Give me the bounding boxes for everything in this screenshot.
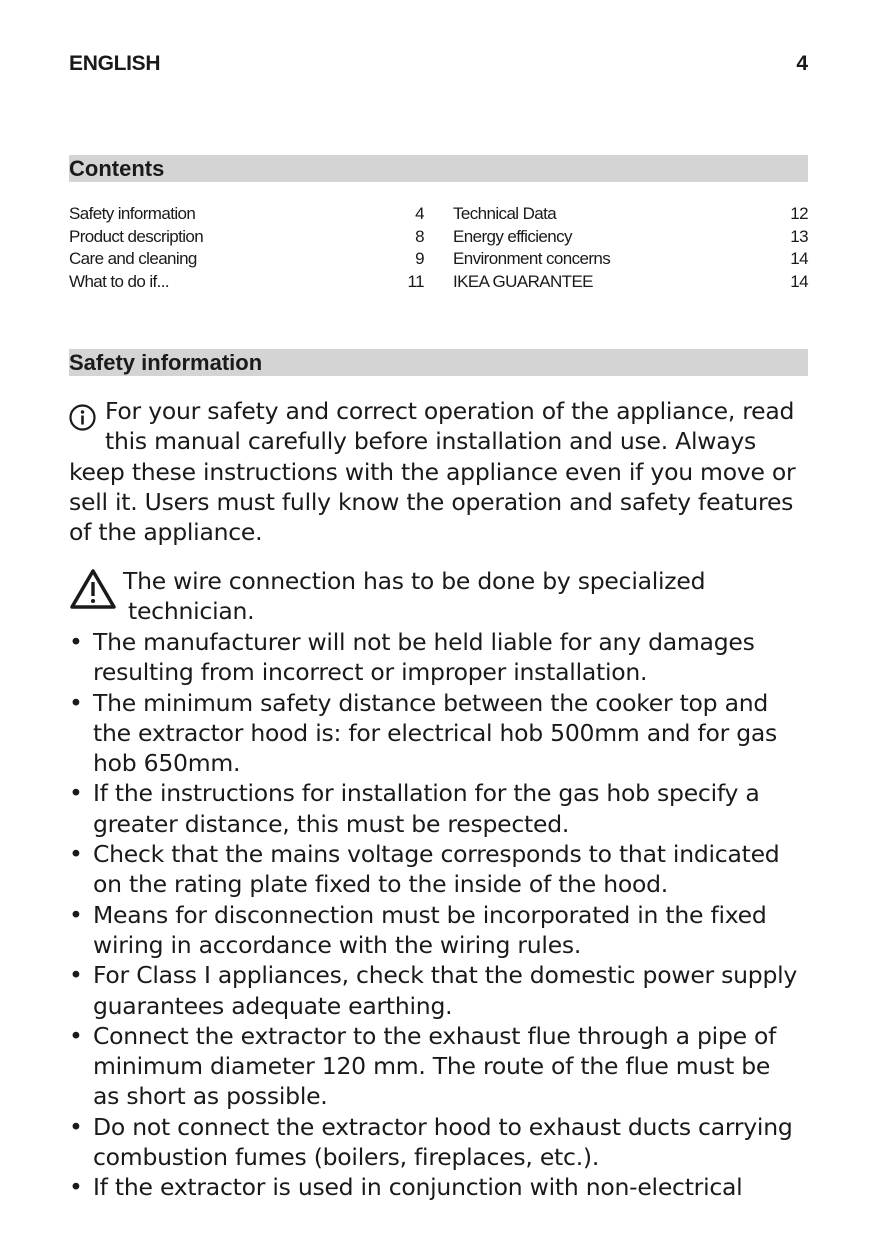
bullet-line: Do not connect the extractor hood to exhaust ducts carrying (93, 1112, 793, 1141)
toc-entry-page: 14 (790, 249, 808, 268)
bullet-line: Check that the mains voltage corresponds to that indicated (93, 840, 780, 869)
toc-entry-page: 14 (790, 271, 808, 291)
bullet-symbol: • (69, 779, 83, 808)
info-line: this manual carefully before installation and use. Always (105, 427, 757, 456)
bullet-line: Connect the extractor to the exhaust flue through a pipe of (93, 1021, 777, 1050)
list-item (69, 688, 808, 779)
warning-line: technician. (128, 597, 255, 626)
toc-entry[interactable] (69, 203, 424, 226)
toc-entry-label: Care and cleaning (69, 249, 197, 268)
toc-entry[interactable] (69, 271, 424, 294)
bullet-line: the extractor hood is: for electrical hob 500mm and for gas (93, 718, 778, 747)
bullet-line: guarantees adequate earthing. (93, 991, 453, 1020)
bullet-line: The manufacturer will not be held liable for any damages (93, 628, 755, 656)
list-item (69, 1172, 808, 1202)
list-item (69, 1112, 808, 1173)
bullet-symbol: • (69, 1112, 83, 1141)
toc-entry-label: Product description (69, 226, 204, 246)
bullet-line: wiring in accordance with the wiring rules. (93, 930, 582, 959)
bullet-symbol: • (69, 840, 83, 869)
warning-line: The wire connection has to be done by specialized (123, 567, 706, 595)
bullet-line: For Class I appliances, check that the domestic power supply (93, 961, 798, 990)
toc-entry-page: 13 (790, 226, 808, 246)
toc-entry-label: Environment concerns (453, 249, 611, 268)
info-line: sell it. Users must fully know the operation and safety features (69, 487, 794, 516)
warning-paragraph (69, 566, 808, 627)
toc-entry-page: 4 (415, 204, 424, 223)
header-language: ENGLISH (69, 52, 161, 75)
bullet-line: If the instructions for installation for the gas hob specify a (93, 779, 760, 808)
warning-triangle-icon (69, 568, 117, 610)
toc-column-right (453, 203, 808, 293)
bullet-line: Means for disconnection must be incorporated in the fixed (93, 900, 767, 929)
toc-entry-page: 9 (415, 249, 424, 268)
toc-entry-page: 8 (415, 226, 424, 246)
info-icon (69, 404, 96, 431)
toc-entry[interactable] (453, 226, 808, 249)
bullet-line: as short as possible. (93, 1082, 328, 1111)
bullet-line: minimum diameter 120 mm. The route of the flue must be (93, 1052, 771, 1081)
toc-entry-label: IKEA GUARANTEE (453, 271, 593, 291)
contents-heading: Contents (69, 155, 808, 182)
bullet-symbol: • (69, 900, 83, 929)
bullet-line: on the rating plate fixed to the inside of the hood. (93, 870, 669, 899)
toc-entry[interactable] (453, 203, 808, 226)
toc-entry[interactable] (69, 248, 424, 271)
toc-entry-label: Technical Data (453, 204, 557, 223)
list-item (69, 900, 808, 961)
toc-entry[interactable] (453, 248, 808, 271)
toc-entry[interactable] (69, 226, 424, 249)
info-line: For your safety and correct operation of the appliance, read (105, 397, 795, 425)
toc-entry[interactable] (453, 271, 808, 294)
bullet-symbol: • (69, 961, 83, 990)
toc-entry-page: 12 (790, 204, 808, 223)
info-paragraph (69, 396, 808, 547)
bullet-symbol: • (69, 628, 83, 656)
toc-entry-label: Safety information (69, 204, 196, 223)
safety-bullet-list (69, 627, 808, 1203)
list-item (69, 627, 808, 688)
page-header (69, 52, 808, 80)
toc-entry-label: Energy efficiency (453, 226, 572, 246)
safety-heading: Safety information (69, 349, 808, 376)
info-line: of the appliance. (69, 518, 263, 547)
page-number: 4 (796, 52, 808, 75)
list-item (69, 839, 808, 900)
bullet-line: greater distance, this must be respected. (93, 809, 570, 838)
toc-entry-label: What to do if... (69, 271, 170, 291)
bullet-symbol: • (69, 688, 83, 717)
bullet-symbol: • (69, 1173, 83, 1202)
list-item (69, 960, 808, 1021)
bullet-line: combustion fumes (boilers, fireplaces, etc.). (93, 1143, 600, 1172)
bullet-line: If the extractor is used in conjunction with non-electrical (93, 1173, 743, 1202)
toc-entry-page: 11 (407, 271, 424, 291)
bullet-line: resulting from incorrect or improper installation. (93, 658, 648, 687)
bullet-line: hob 650mm. (93, 749, 241, 778)
bullet-line: The minimum safety distance between the cooker top and (93, 688, 769, 717)
toc-column-left (69, 203, 424, 293)
list-item (69, 1021, 808, 1112)
info-line: keep these instructions with the appliance even if you move or (69, 457, 796, 486)
list-item (69, 778, 808, 839)
bullet-symbol: • (69, 1021, 83, 1050)
